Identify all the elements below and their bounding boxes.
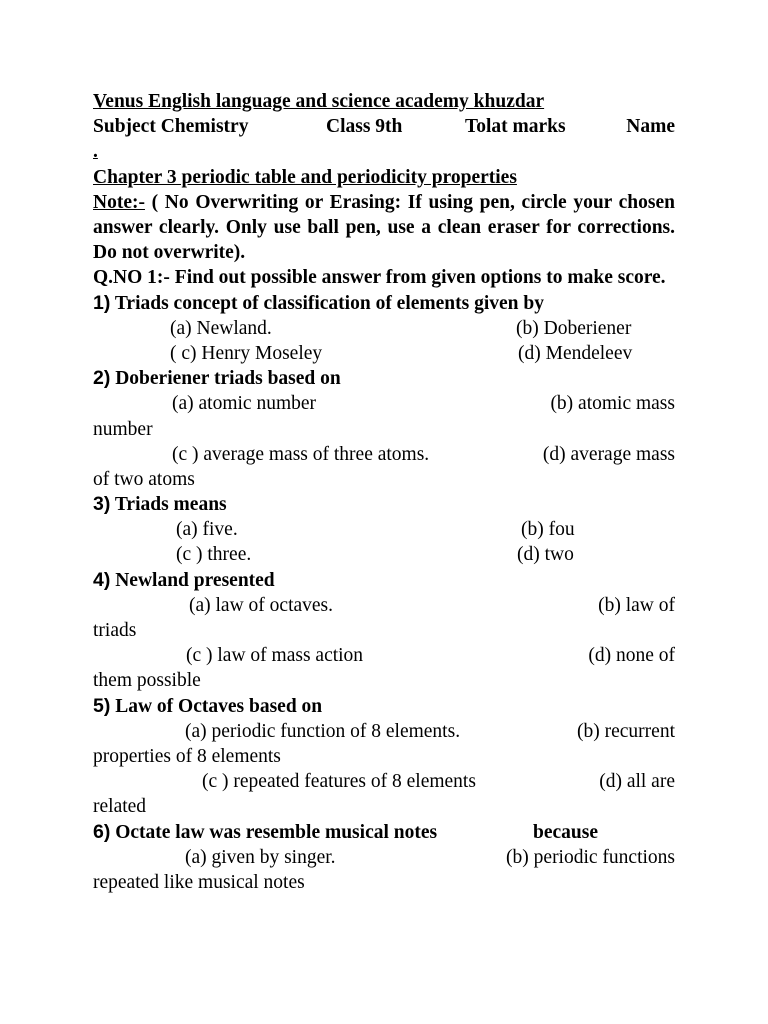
option-a[interactable]: (a) periodic function of 8 elements. — [185, 720, 461, 742]
option-b[interactable]: (b) law of — [598, 594, 675, 616]
option-d[interactable]: (d) none of — [588, 645, 675, 667]
worksheet — [93, 89, 675, 895]
question-number: 6) — [93, 820, 111, 843]
option-a[interactable]: (a) given by singer. — [185, 846, 336, 868]
options-row — [93, 719, 675, 744]
option-b[interactable]: (b) atomic mass — [550, 393, 675, 415]
question-text: Doberiener triads based on — [110, 368, 341, 390]
options-row — [93, 593, 675, 618]
question-6 — [93, 820, 675, 845]
option-c[interactable]: (c ) repeated features of 8 elements — [202, 771, 476, 793]
option-d-continued: of two atoms — [93, 468, 195, 490]
question-number: 3) — [93, 493, 111, 516]
option-b-continued: triads — [93, 620, 137, 641]
question-text: Octate law was resemble musical notes — [110, 821, 438, 843]
subject-label: Subject Chemistry — [93, 116, 249, 138]
option-b-continued: repeated like musical notes — [93, 871, 305, 893]
option-c[interactable]: (c ) three. — [176, 544, 252, 566]
question-2 — [93, 366, 675, 391]
option-a[interactable]: (a) Newland. — [170, 317, 272, 339]
question-text-because: because — [533, 821, 598, 843]
question-5 — [93, 694, 675, 719]
option-d[interactable]: (d) average mass — [542, 443, 675, 465]
question-text: Law of Octaves based on — [110, 695, 323, 717]
option-d-continued: them possible — [93, 670, 201, 692]
note-text: ( No Overwriting or Erasing: If using pen, circle your chosen answer clearly. Only use ball pen, use a clean eraser for corrections. Do not overwrite). — [93, 191, 675, 264]
option-b[interactable]: (b) fou — [521, 519, 575, 541]
option-a[interactable]: (a) law of octaves. — [189, 594, 334, 616]
header-dot: . — [93, 141, 98, 163]
option-b[interactable]: (b) Doberiener — [516, 317, 632, 339]
question-number: 4) — [93, 568, 111, 591]
question-text: Triads concept of classification of elements given by — [110, 292, 544, 314]
name-label: Name — [626, 116, 675, 138]
option-c[interactable]: ( c) Henry Moseley — [170, 342, 323, 364]
option-b-continued: number — [93, 418, 153, 440]
option-d[interactable]: (d) two — [517, 544, 574, 566]
question-text: Newland presented — [110, 569, 275, 591]
option-a[interactable]: (a) atomic number — [172, 393, 317, 415]
options-row — [93, 442, 675, 467]
question-number: 1) — [93, 291, 111, 314]
option-c[interactable]: (c ) law of mass action — [186, 645, 364, 667]
options-row — [93, 517, 675, 542]
option-a[interactable]: (a) five. — [176, 519, 238, 541]
option-b[interactable]: (b) recurrent — [577, 720, 675, 742]
academy-title: Venus English language and science academy khuzdar — [93, 91, 545, 112]
option-d[interactable]: (d) Mendeleev — [518, 342, 633, 364]
question-number: 2) — [93, 367, 111, 390]
option-b-continued: properties of 8 elements — [93, 745, 281, 767]
class-label: Class 9th — [326, 116, 403, 138]
note-paragraph — [93, 190, 675, 266]
options-row — [93, 769, 675, 794]
note-label: Note:- — [93, 191, 145, 213]
question-text: Triads means — [110, 494, 227, 516]
options-row — [93, 643, 675, 668]
option-c[interactable]: (c ) average mass of three atoms. — [172, 443, 430, 465]
option-b[interactable]: (b) periodic functions — [506, 846, 675, 868]
marks-label: Tolat marks — [465, 116, 566, 138]
question-1 — [93, 291, 675, 316]
question-number: 5) — [93, 694, 111, 717]
options-row — [93, 341, 675, 366]
qno-instruction: Q.NO 1:- Find out possible answer from given options to make score. — [93, 267, 666, 289]
question-3 — [93, 492, 675, 517]
option-d-continued: related — [93, 796, 147, 818]
option-d[interactable]: (d) all are — [599, 771, 675, 793]
subject-line — [93, 114, 675, 139]
options-row — [93, 391, 675, 416]
question-4 — [93, 568, 675, 593]
chapter-title: Chapter 3 periodic table and periodicity properties — [93, 166, 517, 188]
options-row — [93, 316, 675, 341]
options-row — [93, 845, 675, 870]
options-row — [93, 542, 675, 567]
